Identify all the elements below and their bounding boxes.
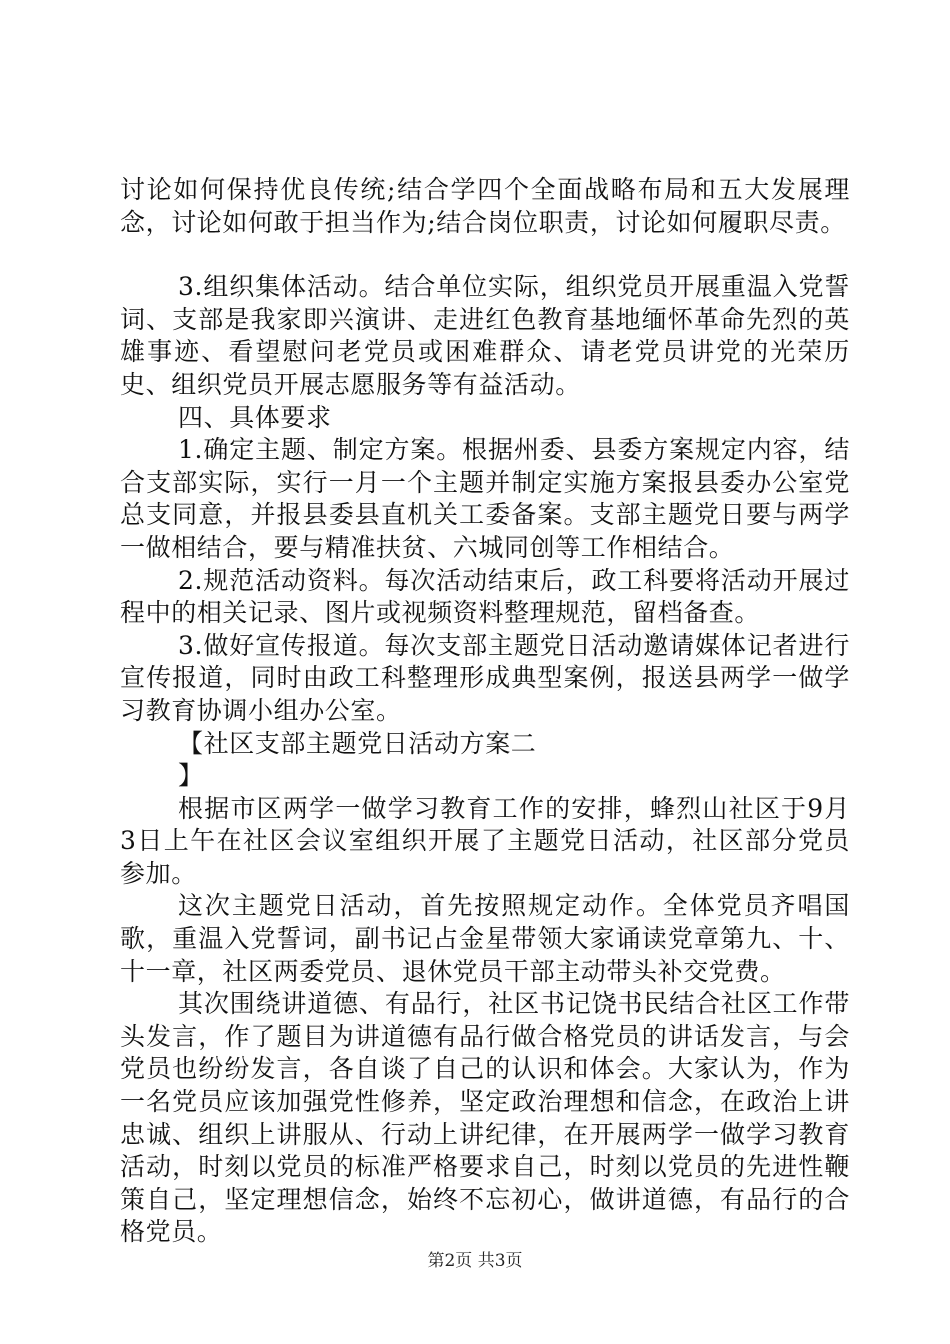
- paragraph-publicity: 3.做好宣传报道。每次支部主题党日活动邀请媒体记者进行宣传报道，同时由政工科整理形成典型案例，报送县两学一做学习教育协调小组办公室。: [120, 630, 850, 725]
- paragraph-gap: [120, 239, 850, 271]
- section-title-plan-two: 【社区支部主题党日活动方案二: [178, 728, 537, 758]
- document-body: [120, 174, 850, 1249]
- paragraph-intro: 根据市区两学一做学习教育工作的安排，蜂烈山社区于9月3日上午在社区会议室组织开展了主题党日活动，社区部分党员参加。: [120, 793, 850, 888]
- section-heading-requirements: 四、具体要求: [178, 402, 332, 432]
- paragraph-theme-plan: 1.确定主题、制定方案。根据州委、县委方案规定内容，结合支部实际，实行一月一个主题并制定实施方案报县委办公室党总支同意，并报县委县直机关工委备案。支部主题党日要与两学一做相结合，要与精准扶贫、六城同创等工作相结合。: [120, 435, 850, 562]
- section-title-bracket: 】: [178, 761, 204, 791]
- page-footer: 第2页 共3页: [427, 1251, 523, 1271]
- paragraph-continuation: 讨论如何保持优良传统;结合学四个全面战略布局和五大发展理念，讨论如何敢于担当作为;结合岗位职责，讨论如何履职尽责。: [120, 175, 850, 237]
- paragraph-discussion: 其次围绕讲道德、有品行，社区书记饶书民结合社区工作带头发言，作了题目为讲道德有品行做合格党员的讲话发言，与会党员也纷纷发言，各自谈了自己的认识和体会。大家认为，作为一名党员应该加强党性修养，坚定政治理想和信念，在政治上讲忠诚、组织上讲服从、行动上讲纪律，在开展两学一做学习教育活动，时刻以党员的标准严格要求自己，时刻以党员的先进性鞭策自己，坚定理想信念，始终不忘初心，做讲道德，有品行的合格党员。: [120, 989, 850, 1247]
- paragraph-materials: 2.规范活动资料。每次活动结束后，政工科要将活动开展过程中的相关记录、图片或视频资料整理规范，留档备查。: [120, 565, 850, 628]
- paragraph-first-actions: 这次主题党日活动，首先按照规定动作。全体党员齐唱国歌，重温入党誓词，副书记占金星带领大家诵读党章第九、十、十一章，社区两委党员、退休党员干部主动带头补交党费。: [120, 891, 850, 986]
- paragraph-collective-activities: 3.组织集体活动。结合单位实际，组织党员开展重温入党誓词、支部是我家即兴演讲、走进红色教育基地缅怀革命先烈的英雄事迹、看望慰问老党员或困难群众、请老党员讲党的光荣历史、组织党员开展志愿服务等有益活动。: [120, 272, 850, 399]
